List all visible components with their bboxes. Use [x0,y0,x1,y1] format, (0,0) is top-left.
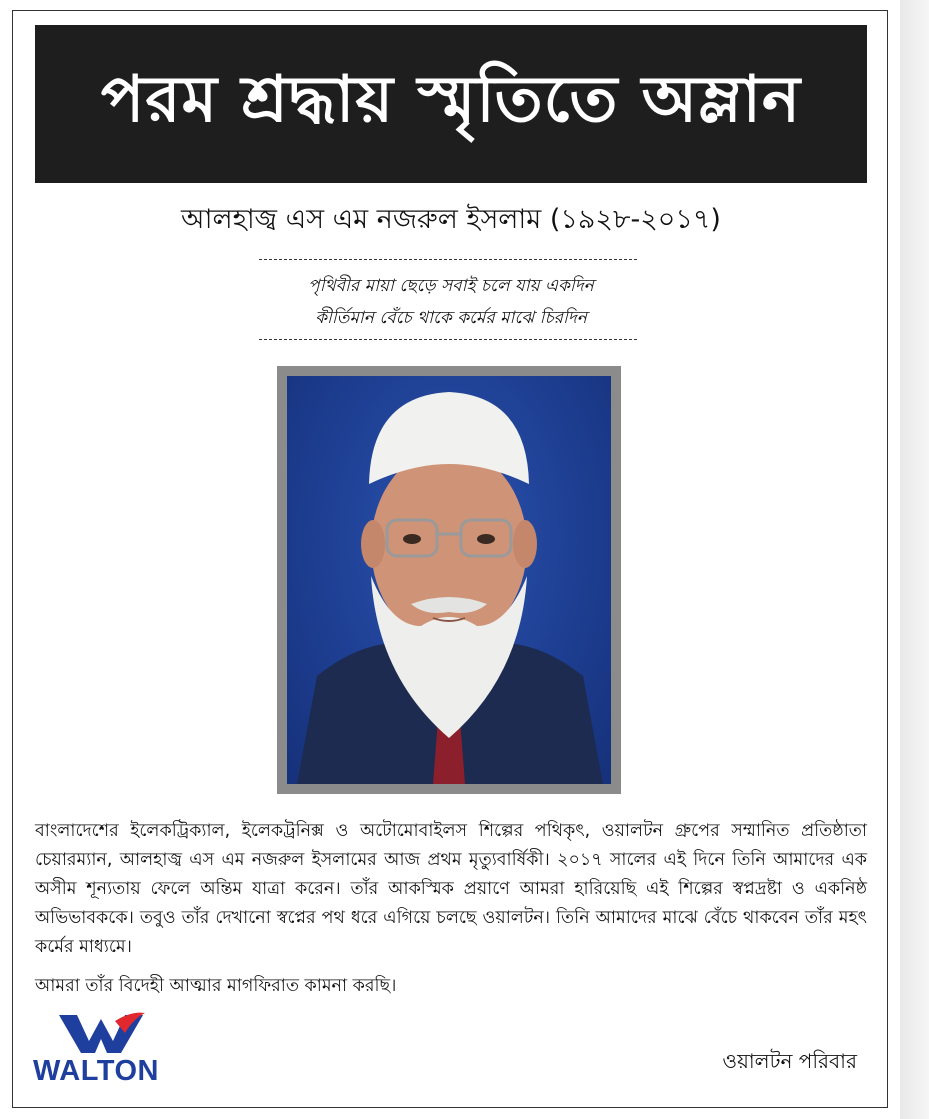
memorial-ad [12,10,888,1108]
divider-bottom [259,339,637,340]
page-edge [900,0,929,1119]
portrait-illustration [287,376,611,784]
signature: ওয়ালটন পরিবার [722,1049,857,1073]
portrait-photo [287,376,611,784]
walton-logo [33,1011,183,1091]
divider-top [259,259,637,260]
banner-title: পরম শ্রদ্ধায় স্মৃতিতে অম্লান [100,62,802,137]
memorial-text: বাংলাদেশের ইলেকট্রিক্যাল, ইলেকট্রনিক্স ও অটোমোবাইলস শিল্পের পথিকৃৎ, ওয়ালটন গ্রুপের সম্মানিত প্রতিষ্ঠাতা চেয়ারম্যান, আলহাজ্ব এস এম নজরুল ইসলামের আজ প্রথম মৃত্যুবার্ষিকী। ২০১৭ সালের এই দিনে তিনি আমাদের এক অসীম শূন্যতায় ফেলে অন্তিম যাত্রা করেন। তাঁর আকস্মিক প্রয়াণে আমরা হারিয়েছি এই শিল্পের স্বপ্নদ্রষ্টা ও একনিষ্ঠ অভিভাবককে। তবুও তাঁর দেখানো স্বপ্নের পথ ধরে এগিয়ে চলছে ওয়ালটন। তিনি আমাদের মাঝে বেঁচে থাকবেন তাঁর মহৎ কর্মের মাধ্যমে। [35,821,867,957]
person-name: আলহাজ্ব এস এম নজরুল ইসলাম (১৯২৮-২০১৭) [181,204,721,235]
walton-w-icon [57,1011,147,1055]
prayer-line: আমরা তাঁর বিদেহী আত্মার মাগফিরাত কামনা করছি। [35,976,397,996]
portrait-frame [277,366,621,794]
walton-wordmark: WALTON [33,1055,159,1087]
title-banner [35,25,867,183]
verse-line-2: কীর্তিমান বেঁচে থাকে কর্মের মাঝে চিরদিন [315,308,587,328]
verse-line-1: পৃথিবীর মায়া ছেড়ে সবাই চলে যায় একদিন [308,276,594,296]
